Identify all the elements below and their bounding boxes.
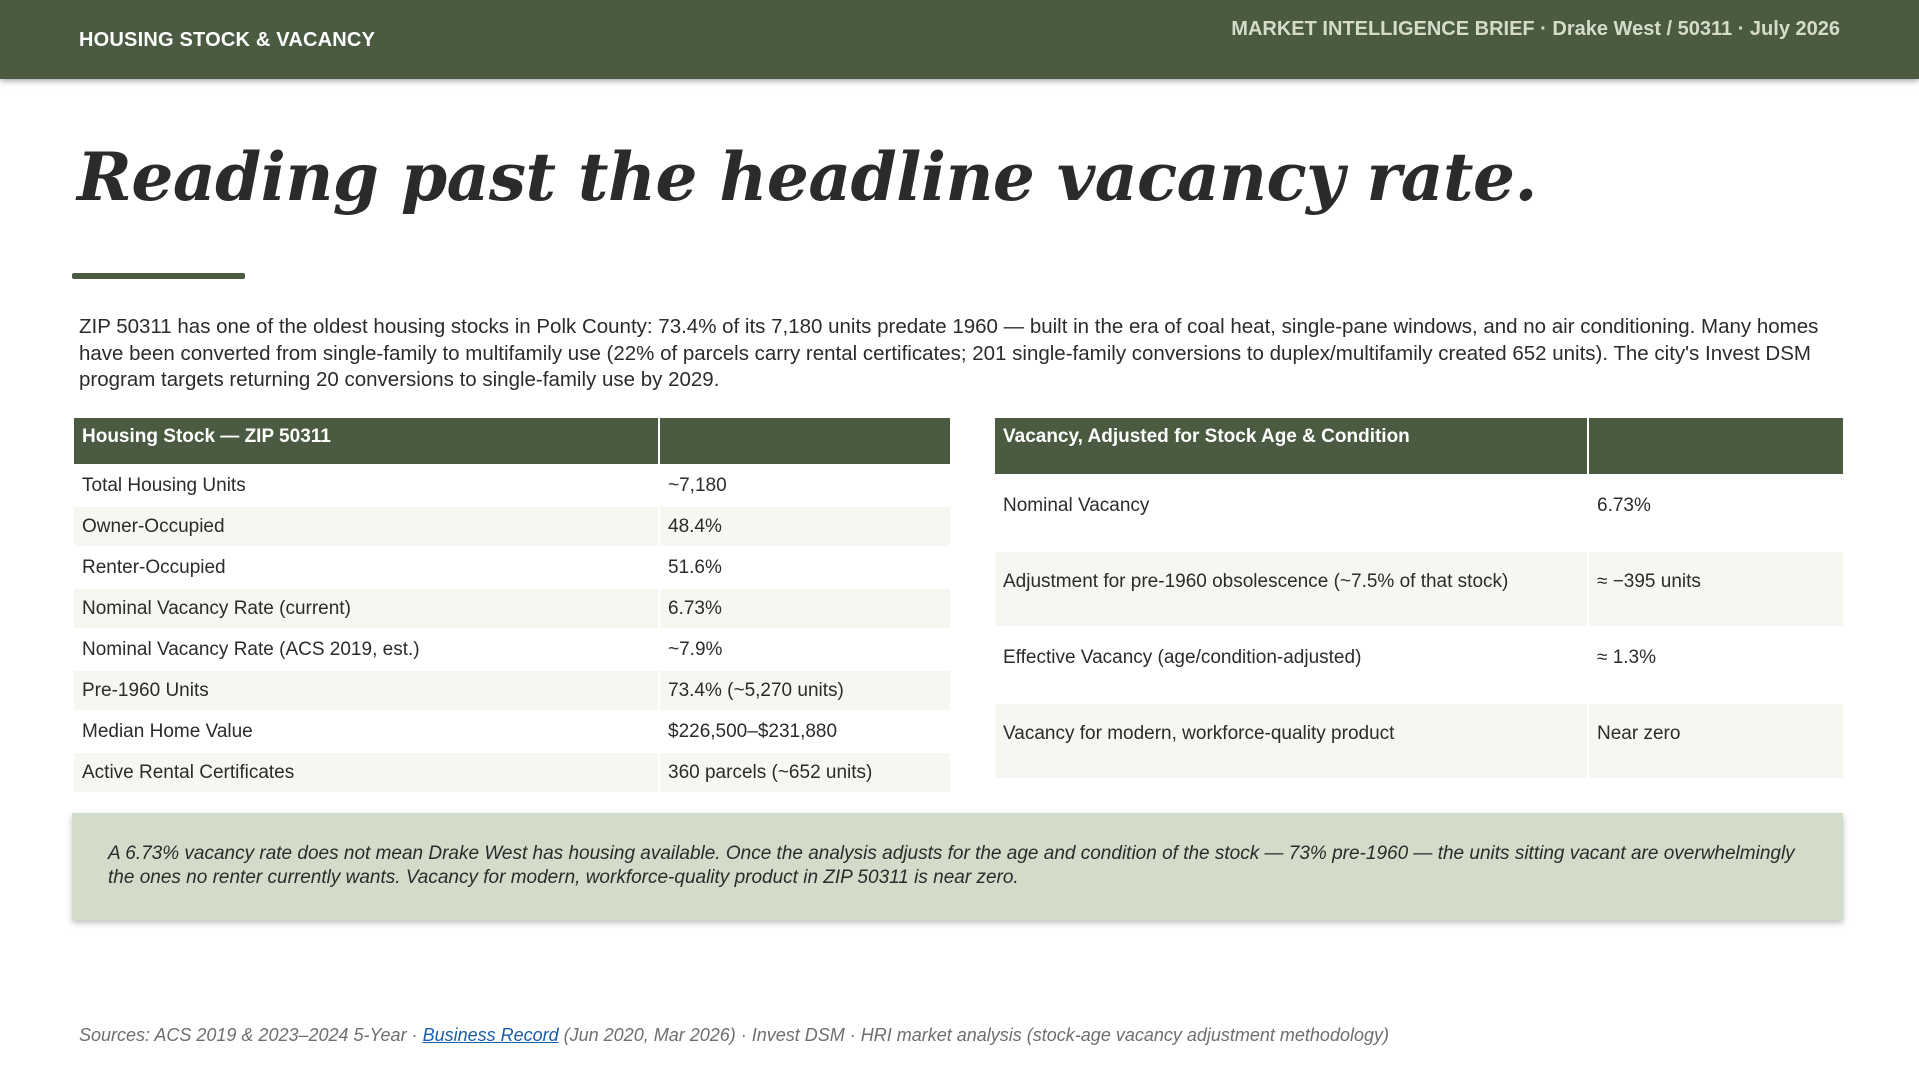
- title-rule: [72, 273, 245, 279]
- sources-suffix: (Jun 2020, Mar 2026) · Invest DSM · HRI market analysis (stock-age vacancy adjustment methodology): [558, 1025, 1389, 1045]
- row-label: Effective Vacancy (age/condition-adjusted): [995, 628, 1587, 702]
- row-value: 6.73%: [1589, 476, 1843, 550]
- row-label: Median Home Value: [74, 712, 658, 751]
- row-value: ≈ 1.3%: [1589, 628, 1843, 702]
- row-value: ≈ −395 units: [1589, 552, 1843, 626]
- sources-footnote: [79, 1025, 1389, 1046]
- row-value: 6.73%: [660, 589, 950, 628]
- table-row: [995, 704, 1843, 778]
- row-label: Nominal Vacancy Rate (ACS 2019, est.): [74, 630, 658, 669]
- top-bar: [0, 0, 1919, 79]
- table-row: [74, 589, 950, 628]
- housing-stock-table: [72, 416, 952, 794]
- table-row: [74, 507, 950, 546]
- row-label: Nominal Vacancy Rate (current): [74, 589, 658, 628]
- row-value: 51.6%: [660, 548, 950, 587]
- vacancy-adjusted-table: [993, 416, 1845, 780]
- section-label: HOUSING STOCK & VACANCY: [79, 29, 376, 51]
- row-label: Vacancy for modern, workforce-quality product: [995, 704, 1587, 778]
- table-row: [74, 712, 950, 751]
- row-label: Adjustment for pre-1960 obsolescence (~7.5% of that stock): [995, 552, 1587, 626]
- key-insight-callout: [72, 813, 1843, 920]
- table-row: [74, 630, 950, 669]
- table-row: [74, 753, 950, 792]
- row-value: 48.4%: [660, 507, 950, 546]
- row-value: 360 parcels (~652 units): [660, 753, 950, 792]
- intro-paragraph: ZIP 50311 has one of the oldest housing stocks in Polk County: 73.4% of its 7,180 units predate 1960 — built in the era of coal heat, single-pane windows, and no air conditioning. Many homes have been converted from single-family to multifamily use (22% of parcels carry rental certificates; 201 single-family conversions to duplex/multifamily created 652 units). The city's Invest DSM program targets returning 20 conversions to single-family use by 2029.: [79, 315, 1819, 391]
- row-label: Renter-Occupied: [74, 548, 658, 587]
- business-record-link[interactable]: Business Record: [422, 1025, 559, 1045]
- sources-prefix: Sources: ACS 2019 & 2023–2024 5-Year ·: [79, 1025, 423, 1045]
- row-value: ~7.9%: [660, 630, 950, 669]
- housing-table-header-value: [660, 418, 950, 464]
- table-row: [995, 628, 1843, 702]
- row-value: $226,500–$231,880: [660, 712, 950, 751]
- row-label: Total Housing Units: [74, 466, 658, 505]
- row-value: 73.4% (~5,270 units): [660, 671, 950, 710]
- row-label: Nominal Vacancy: [995, 476, 1587, 550]
- table-row: [74, 466, 950, 505]
- vacancy-table-header-value: [1589, 418, 1843, 474]
- table-row: [995, 552, 1843, 626]
- table-row: [995, 476, 1843, 550]
- housing-table-header: Housing Stock — ZIP 50311: [74, 418, 658, 464]
- row-label: Pre-1960 Units: [74, 671, 658, 710]
- page-title: Reading past the headline vacancy rate.: [77, 138, 1537, 216]
- brief-label: MARKET INTELLIGENCE BRIEF · Drake West / 50311 · July 2026: [1231, 18, 1840, 40]
- row-label: Owner-Occupied: [74, 507, 658, 546]
- row-value: ~7,180: [660, 466, 950, 505]
- vacancy-table-header: Vacancy, Adjusted for Stock Age & Condition: [995, 418, 1587, 474]
- row-label: Active Rental Certificates: [74, 753, 658, 792]
- row-value: Near zero: [1589, 704, 1843, 778]
- callout-text: A 6.73% vacancy rate does not mean Drake West has housing available. Once the analysis adjusts for the age and condition of the stock — 73% pre-1960 — the units sitting vacant are overwhelmingly the ones no renter currently wants. Vacancy for modern, workforce-quality product in ZIP 50311 is near zero.: [108, 843, 1795, 888]
- table-row: [74, 671, 950, 710]
- table-row: [74, 548, 950, 587]
